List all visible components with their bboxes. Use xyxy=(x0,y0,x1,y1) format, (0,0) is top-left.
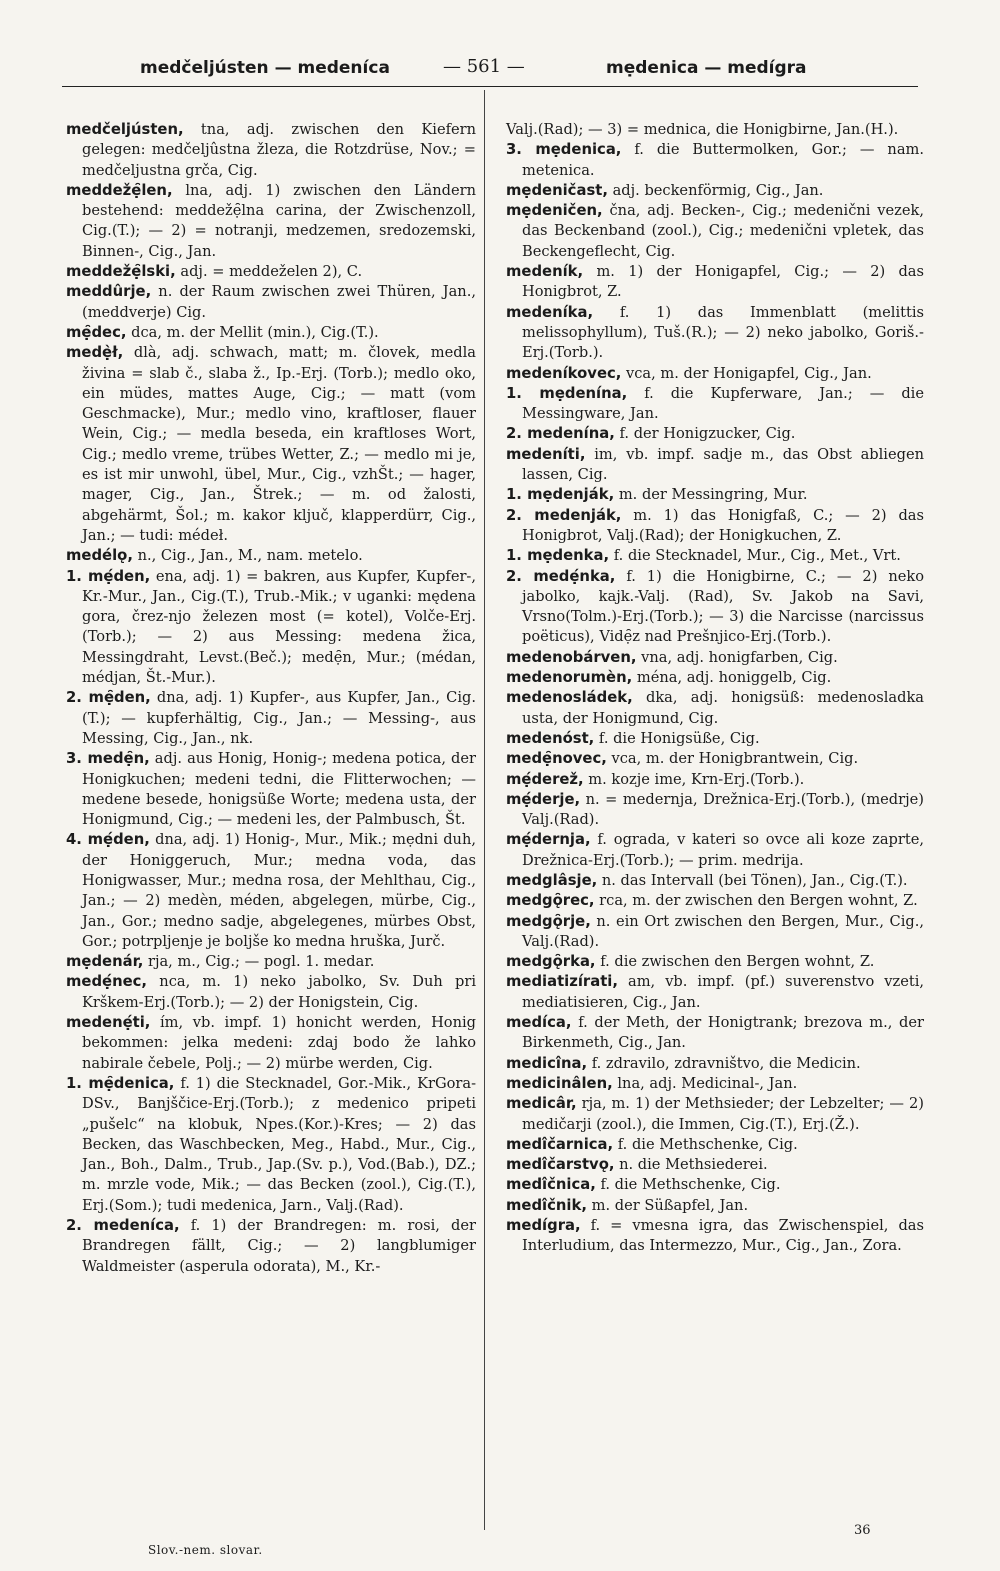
entry-definition: tna, adj. zwischen den Kiefern gelegen: medčeljûstna žleza, die Rotzdrüse, Nov.; = medčeljustna grča, Cig. xyxy=(82,121,476,179)
entry-definition: m. 1) der Honigapfel, Cig.; — 2) das Honigbrot, Z. xyxy=(522,263,924,301)
entry-definition: dna, adj. 1) Honig-, Mur., Mik.; mẹdni duh, der Honiggeruch, Mur.; medna voda, das Honigwasser, Mur.; medna rosa, der Mehlthau, Cig., Jan.; — 2) medèn, méden, abgelegen, mürbe, Cig., Jan., Gor.; medno sadje, abgelegenes, mürbes Obst, Gor.; potrpljenje je boljše ko medna hruška, Jurč. xyxy=(82,831,476,950)
entry-headword: 3. medẹ̑n, xyxy=(66,750,150,768)
entry-definition: ím, vb. impf. 1) honicht werden, Honig bekommen: jelka medeni: zdaj bodo že lahko nabirale čebele, Polj.; — 2) mürbe werden, Cig. xyxy=(82,1014,476,1072)
entry-headword: medenobárven, xyxy=(506,648,637,666)
entry-definition: f. die Honigsüße, Cig. xyxy=(594,729,760,747)
dictionary-entry xyxy=(506,181,924,201)
dictionary-entry xyxy=(506,952,924,972)
entry-headword: mẹdeničast, xyxy=(506,181,608,199)
entry-headword: 2. medenína, xyxy=(506,425,615,443)
dictionary-entry xyxy=(66,1216,476,1277)
dictionary-entry xyxy=(506,790,924,831)
entry-definition: f. = vmesna igra, das Zwischenspiel, das Interludium, das Intermezzo, Mur., Cig., Jan., Zora. xyxy=(522,1217,924,1255)
entry-definition: m. kozje ime, Krn-Erj.(Torb.). xyxy=(583,770,805,788)
entry-definition: nca, m. 1) neko jabolko, Sv. Duh pri Krškem-Erj.(Torb.); — 2) der Honigstein, Cig. xyxy=(82,973,476,1011)
dictionary-entry xyxy=(506,770,924,790)
entry-headword: mẹ́dernja, xyxy=(506,831,591,849)
entry-definition: n. = medernja, Drežnica-Erj.(Torb.), (medrje) Valj.(Rad). xyxy=(522,790,924,829)
dictionary-entry xyxy=(66,343,476,546)
entry-headword: medgǫ̑rec, xyxy=(506,892,595,910)
entry-definition: n. die Methsiederei. xyxy=(614,1156,768,1174)
header-left-guideword: medčeljústen — medeníca xyxy=(140,58,390,78)
entry-definition: f. die Stecknadel, Mur., Cig., Met., Vrt. xyxy=(609,547,901,565)
entry-headword: 1. mẹ́den, xyxy=(66,567,151,585)
entry-definition: am, vb. impf. (pf.) suverenstvo vzeti, mediatisieren, Cig., Jan. xyxy=(522,973,924,1011)
dictionary-entry xyxy=(506,912,924,953)
dictionary-entry xyxy=(66,120,476,181)
dictionary-entry xyxy=(506,648,924,668)
entry-headword: medčeljústen, xyxy=(66,121,184,138)
dictionary-entry xyxy=(506,972,924,1013)
dictionary-entry xyxy=(506,445,924,486)
entry-definition: f. 1) das Immenblatt (melittis melissophyllum), Tuš.(R.); — 2) neko jabolko, Goriš.-Erj.(Torb.). xyxy=(522,303,924,362)
entry-definition: n., Cig., Jan., M., nam. metelo. xyxy=(132,547,363,565)
entry-headword: medglâsje, xyxy=(506,871,598,889)
entry-definition: f. die zwischen den Bergen wohnt, Z. xyxy=(595,953,875,971)
dictionary-entry xyxy=(506,871,924,891)
entry-definition: f. die Buttermolken, Gor.; — nam. metenica. xyxy=(522,141,924,179)
entry-definition: f. die Kupferware, Jan.; — die Messingware, Jan. xyxy=(522,384,924,423)
entry-definition: adj. = meddeželen 2), C. xyxy=(175,263,363,281)
entry-definition: lna, adj. 1) zwischen den Ländern bestehend: meddežẹ̑lna carina, der Zwischenzoll, Cig.(T.); — 2) = notranji, medzemen, sredozemski, Binnen-, Cig., Jan. xyxy=(82,181,476,260)
entry-definition: Valj.(Rad); — 3) = mednica, die Honigbirne, Jan.(H.). xyxy=(506,121,899,138)
entry-definition: dlà, adj. schwach, matt; m. človek, medla živina = slab č., slaba ž., Ip.-Erj. (Torb.); medlo oko, ein müdes, mattes Auge, Cig.; — matt (vom Geschmacke), Mur.; medlo vino, kraftloser, flauer Wein, Cig.; — medla beseda, ein kraftloses Wort, Cig.; medlo vreme, trübes Wetter, Z.; — medlo mi je, es ist mir unwohl, übel, Mur., Cig., vzhŠt.; — hager, mager, Cig., Jan., Štrek.; — m. od žalosti, abgehärmt, Šol.; m. kakor ključ, klapperdürr, Cig., Jan.; — tudi: médeł. xyxy=(82,344,476,544)
entry-headword: 4. mẹ́den, xyxy=(66,831,150,849)
dictionary-entry xyxy=(66,749,476,830)
entry-headword: medicâr, xyxy=(506,1095,577,1113)
dictionary-entry xyxy=(66,972,476,1013)
page-number: — 561 — xyxy=(443,56,525,77)
dictionary-entry xyxy=(506,262,924,303)
entry-headword: medígra, xyxy=(506,1217,581,1235)
entry-definition: vca, m. der Honigapfel, Cig., Jan. xyxy=(621,364,872,382)
dictionary-entry xyxy=(66,181,476,262)
entry-headword: medeníka, xyxy=(506,303,594,321)
entry-definition: vna, adj. honigfarben, Cig. xyxy=(636,648,838,666)
header-rule xyxy=(62,86,918,87)
entry-definition: vca, m. der Honigbrantwein, Cig. xyxy=(606,750,859,768)
dictionary-entry xyxy=(66,1013,476,1074)
dictionary-entry xyxy=(506,1094,924,1135)
entry-definition: rca, m. der zwischen den Bergen wohnt, Z. xyxy=(594,892,918,910)
entry-headword: medîčnica, xyxy=(506,1176,596,1194)
entry-definition: n. das Intervall (bei Tönen), Jan., Cig.(T.). xyxy=(597,871,908,889)
entry-definition: n. der Raum zwischen zwei Thüren, Jan., (meddverje) Cig. xyxy=(82,283,476,321)
entry-headword: medicinâlen, xyxy=(506,1074,613,1092)
entry-definition: f. 1) die Honigbirne, C.; — 2) neko jabolko, kajk.-Valj. (Rad), Sv. Jakob na Savi, Vrsno(Tolm.)-Erj.(Torb.); — 3) die Narcisse (narcissus poëticus), Vidẹ̑z nad Prešnjico-Erj.(Torb.). xyxy=(522,567,924,646)
entry-definition: f. die Methschenke, Cig. xyxy=(613,1135,798,1153)
entry-headword: medẹ̀ł, xyxy=(66,344,124,362)
dictionary-entry xyxy=(506,1155,924,1175)
entry-definition: f. 1) der Brandregen: m. rosi, der Brandregen fällt, Cig.; — 2) langblumiger Waldmeister (asperula odorata), M., Kr.- xyxy=(82,1217,476,1275)
entry-headword: medenẹ́ti, xyxy=(66,1014,151,1032)
dictionary-entry xyxy=(506,1013,924,1054)
entry-headword: 2. medẹ́nka, xyxy=(506,567,616,585)
left-column xyxy=(66,120,476,1277)
dictionary-entry xyxy=(506,384,924,425)
entry-definition: adj. aus Honig, Honig-; medena potica, der Honigkuchen; medeni tedni, die Flitterwochen; — medene besede, honigsüße Worte; medena usta, der Honigmund, Cig.; — medeni les, der Palmbusch, Št. xyxy=(82,750,476,829)
entry-headword: meddežẹ̑lski, xyxy=(66,263,176,281)
entry-headword: 1. mẹdenka, xyxy=(506,547,610,565)
entry-definition: dna, adj. 1) Kupfer-, aus Kupfer, Jan., Cig.(T.); — kupferhältig, Cig., Jan.; — Messing-, aus Messing, Cig., Jan., nk. xyxy=(82,689,476,747)
entry-definition: dka, adj. honigsüß: medenosladka usta, der Honigmund, Cig. xyxy=(522,689,924,727)
entry-definition: n. ein Ort zwischen den Bergen, Mur., Cig., Valj.(Rad). xyxy=(522,912,924,950)
dictionary-entry xyxy=(506,749,924,769)
dictionary-entry xyxy=(66,282,476,323)
dictionary-entry xyxy=(506,506,924,547)
dictionary-entry xyxy=(66,1074,476,1216)
footer-sheet-number: 36 xyxy=(854,1523,871,1538)
right-column xyxy=(506,120,924,1257)
entry-definition: im, vb. impf. sadje m., das Obst abliegen lassen, Cig. xyxy=(522,445,924,484)
entry-definition: čna, adj. Becken-, Cig.; medenični vezek, das Beckenband (zool.), Cig.; medenični vpletek, das Beckengeflecht, Cig. xyxy=(522,202,924,260)
entry-definition: rja, m., Cig.; — pogl. 1. medar. xyxy=(143,953,375,971)
entry-definition: f. der Meth, der Honigtrank; brezova m., der Birkenmeth, Cig., Jan. xyxy=(522,1014,924,1052)
entry-headword: 1. mẹ̑denica, xyxy=(66,1074,175,1092)
entry-definition: lna, adj. Medicinal-, Jan. xyxy=(612,1074,798,1092)
dictionary-entry xyxy=(66,567,476,689)
dictionary-entry xyxy=(506,1175,924,1195)
header-right-guideword: mẹdenica — medígra xyxy=(606,58,807,78)
entry-definition: ména, adj. honiggelb, Cig. xyxy=(632,669,832,687)
entry-headword: medeníti, xyxy=(506,445,586,463)
dictionary-entry xyxy=(506,567,924,648)
entry-headword: mẹdeničen, xyxy=(506,202,603,220)
entry-definition: f. zdravilo, zdravništvo, die Medicin. xyxy=(587,1054,861,1072)
dictionary-entry xyxy=(506,485,924,505)
entry-definition: m. 1) das Honigfaß, C.; — 2) das Honigbrot, Valj.(Rad); der Honigkuchen, Z. xyxy=(522,506,924,544)
dictionary-entry xyxy=(506,364,924,384)
entry-headword: medenosládek, xyxy=(506,689,633,707)
entry-definition: adj. beckenförmig, Cig., Jan. xyxy=(607,181,824,199)
entry-headword: 2. mẹ̑den, xyxy=(66,689,151,707)
dictionary-entry xyxy=(506,1135,924,1155)
dictionary-entry xyxy=(506,140,924,181)
entry-headword: medíca, xyxy=(506,1014,572,1032)
entry-definition: f. der Honigzucker, Cig. xyxy=(614,425,796,443)
dictionary-entry xyxy=(66,546,476,566)
dictionary-entry xyxy=(66,952,476,972)
entry-headword: 2. medeníca, xyxy=(66,1217,180,1235)
dictionary-entry xyxy=(506,201,924,262)
entry-definition: rja, m. 1) der Methsieder; der Lebzelter; — 2) medičarji (zool.), die Immen, Cig.(T.), Erj.(Ž.). xyxy=(522,1095,924,1133)
entry-headword: medicîna, xyxy=(506,1054,588,1072)
entry-definition: dca, m. der Mellit (min.), Cig.(T.). xyxy=(126,323,379,341)
entry-headword: medeníkovec, xyxy=(506,364,622,382)
entry-headword: medgǫ̑rka, xyxy=(506,953,596,971)
dictionary-entry xyxy=(506,1074,924,1094)
entry-headword: medîčnik, xyxy=(506,1196,587,1214)
dictionary-entry xyxy=(506,303,924,364)
dictionary-entry xyxy=(506,120,924,140)
entry-headword: meddûrje, xyxy=(66,283,152,301)
footer-signature: Slov.-nem. slovar. xyxy=(148,1543,263,1557)
dictionary-entry xyxy=(506,830,924,871)
page-header xyxy=(58,50,942,86)
entry-headword: medẹ̑novec, xyxy=(506,750,607,768)
entry-headword: mẹ́derje, xyxy=(506,790,581,808)
dictionary-entry xyxy=(506,729,924,749)
entry-definition: m. der Messingring, Mur. xyxy=(614,486,808,504)
dictionary-entry xyxy=(506,546,924,566)
entry-headword: 1. mẹdenína, xyxy=(506,384,628,402)
entry-definition: f. die Methschenke, Cig. xyxy=(595,1176,781,1194)
entry-definition: ena, adj. 1) = bakren, aus Kupfer, Kupfer-, Kr.-Mur., Jan., Cig.(T.), Trub.-Mik.; v uganki: mędena gora, črez-njo železen most (= kotel), Volče-Erj.(Torb.); — 2) aus Messing: medena žica, Messingdraht, Levst.(Beč.); medẹ̑n, Mur.; (médan, médjan, Št.-Mur.). xyxy=(82,567,476,687)
dictionary-entry xyxy=(506,688,924,729)
dictionary-entry xyxy=(506,891,924,911)
entry-headword: medẹ́nec, xyxy=(66,973,148,991)
dictionary-entry xyxy=(66,323,476,343)
dictionary-entry xyxy=(66,830,476,952)
entry-headword: mẹdenár, xyxy=(66,953,144,971)
entry-headword: 2. medenják, xyxy=(506,506,622,524)
entry-definition: f. 1) die Stecknadel, Gor.-Mik., KrGora-DSv., Banjščice-Erj.(Torb.); z medenico pripeti „pušelc“ na klobuk, Npes.(Kor.)-Kres; — 2) das Becken, das Waschbecken, Meg., Habd., Mur., Cig., Jan., Boh., Dalm., Trub., Jap.(Sv. p.), Vod.(Bab.), DZ.; m. mrzle vode, Mik.; — das Becken (zool.), Cig.(T.), Erj.(Som.); tudi medenica, Jarn., Valj.(Rad). xyxy=(82,1074,476,1214)
entry-headword: mẹ̑dec, xyxy=(66,323,127,341)
column-divider xyxy=(484,90,485,1530)
entry-headword: 1. mẹdenják, xyxy=(506,486,615,504)
dictionary-entry xyxy=(66,688,476,749)
entry-headword: medenóst, xyxy=(506,729,595,747)
dictionary-entry xyxy=(506,1196,924,1216)
entry-headword: medenorumèn, xyxy=(506,669,633,687)
dictionary-entry xyxy=(506,1054,924,1074)
entry-headword: mẹ́derež, xyxy=(506,770,584,788)
entry-headword: mediatizírati, xyxy=(506,973,618,991)
dictionary-entry xyxy=(506,668,924,688)
entry-headword: meddežẹ̑len, xyxy=(66,181,173,199)
dictionary-entry xyxy=(506,424,924,444)
dictionary-entry xyxy=(66,262,476,282)
entry-headword: medgǫ̑rje, xyxy=(506,912,591,930)
entry-definition: m. der Süßapfel, Jan. xyxy=(586,1196,749,1214)
entry-definition: f. ograda, v kateri so ovce ali koze zaprte, Drežnica-Erj.(Torb.); — prim. medrija. xyxy=(522,831,924,869)
entry-headword: medeník, xyxy=(506,263,584,281)
entry-headword: medîčarstvǫ, xyxy=(506,1156,615,1174)
entry-headword: medélǫ, xyxy=(66,547,133,565)
entry-headword: medîčarnica, xyxy=(506,1135,614,1153)
dictionary-entry xyxy=(506,1216,924,1257)
entry-headword: 3. mẹdenica, xyxy=(506,141,622,159)
